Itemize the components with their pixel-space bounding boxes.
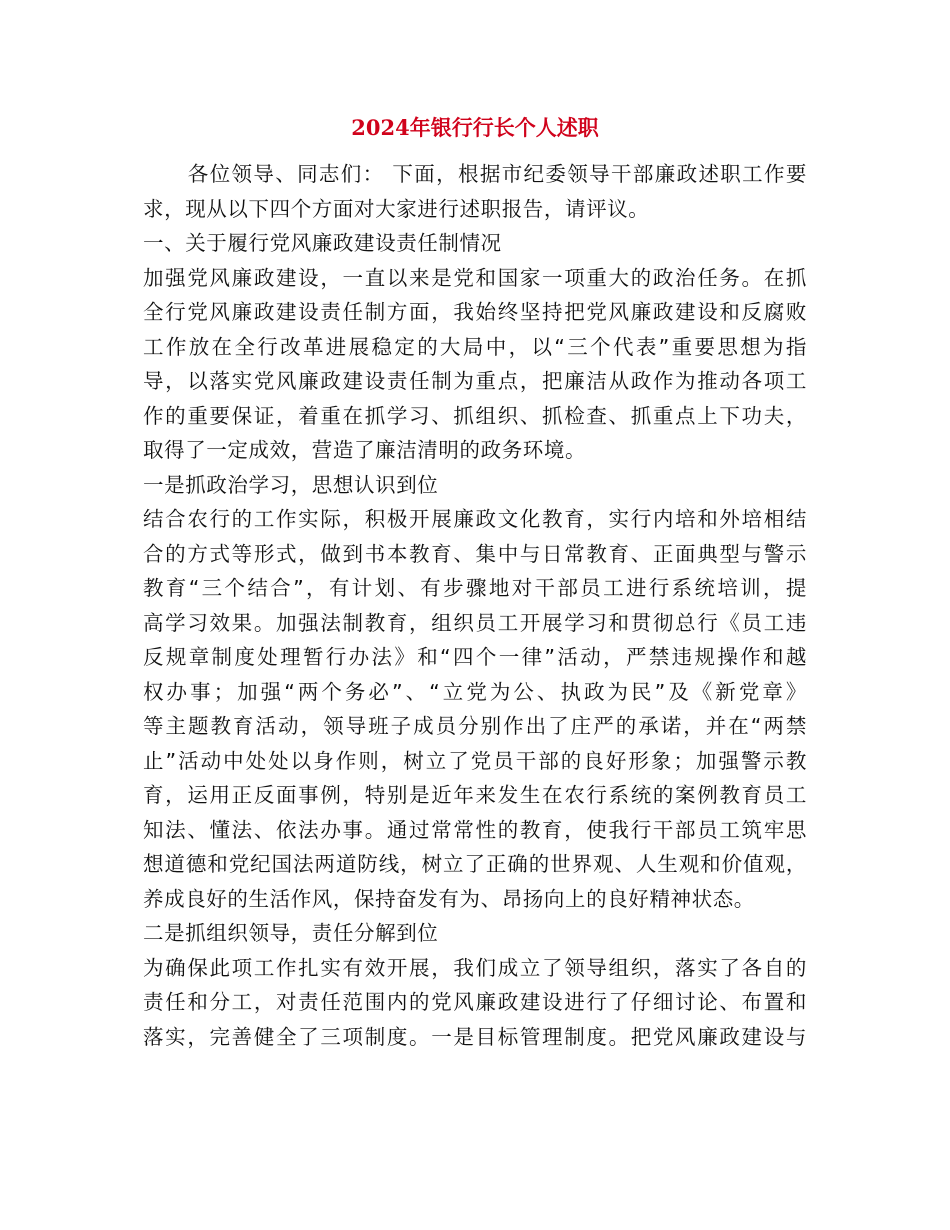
body-line-text: 为确保此项工作扎实有效开展，我们成立了领导组织，落实了各自的 [143, 955, 807, 980]
body-line [143, 226, 807, 261]
body-line [143, 364, 807, 399]
body-line [143, 675, 807, 710]
body-line-text: 取得了一定成效，营造了廉洁清明的政务环境。 [143, 438, 587, 462]
body-line-text: 各位领导、同志们： 下面，根据市纪委领导干部廉政述职工作要 [187, 162, 807, 186]
body-line-text: 权办事；加强“两个务必”、“立党为公、执政为民”及《新党章》 [143, 679, 807, 704]
body-line [143, 330, 807, 365]
body-line [143, 813, 807, 848]
body-line-text: 反规章制度处理暂行办法》和“四个一律”活动，严禁违规操作和越 [143, 645, 807, 669]
body-line-text: 教育“三个结合”，有计划、有步骤地对干部员工进行系统培训，提 [143, 576, 807, 600]
body-line [143, 537, 807, 572]
body-line [143, 261, 807, 296]
body-line-text: 落实，完善健全了三项制度。一是目标管理制度。把党风廉政建设与 [143, 1024, 807, 1049]
body-line [143, 916, 807, 951]
body-line-text: 合的方式等形式，做到书本教育、集中与日常教育、正面典型与警示 [143, 541, 807, 566]
body-line-text: 知法、懂法、依法办事。通过常常性的教育，使我行干部员工筑牢思 [143, 817, 807, 842]
body-line [143, 468, 807, 503]
body-line [143, 847, 807, 882]
body-line [143, 951, 807, 986]
body-line-text: 结合农行的工作实际，积极开展廉政文化教育，实行内培和外培相结 [143, 507, 807, 531]
body-line [143, 1020, 807, 1055]
body-line-text: 育，运用正反面事例，特别是近年来发生在农行系统的案例教育员工 [143, 783, 807, 807]
document-title: 2024年银行行长个人述职 [351, 115, 599, 140]
body-line-text: 求，现从以下四个方面对大家进行述职报告，请评议。 [143, 196, 650, 221]
body-line-text: 想道德和党纪国法两道防线，树立了正确的世界观、人生观和价值观， [143, 852, 807, 876]
body-line [143, 606, 807, 641]
body-line [143, 778, 807, 813]
body-line [143, 744, 807, 779]
body-line-text: 等主题教育活动，领导班子成员分别作出了庄严的承诺，并在“两禁 [143, 714, 807, 738]
body-line-text: 全行党风廉政建设责任制方面，我始终坚持把党风廉政建设和反腐败 [143, 300, 807, 324]
body-line [143, 709, 807, 744]
body-line [143, 502, 807, 537]
document-body [143, 157, 807, 1054]
body-line-text: 止”活动中处处以身作则，树立了党员干部的良好形象；加强警示教 [143, 748, 807, 773]
body-line [143, 157, 807, 192]
body-line [143, 882, 807, 917]
body-line [143, 192, 807, 227]
body-line-text: 高学习效果。加强法制教育，组织员工开展学习和贯彻总行《员工违 [143, 610, 807, 635]
body-line [143, 985, 807, 1020]
body-line-text: 二是抓组织领导，责任分解到位 [143, 921, 439, 945]
body-line-text: 加强党风廉政建设，一直以来是党和国家一项重大的政治任务。在抓 [143, 265, 807, 290]
body-line-text: 养成良好的生活作风，保持奋发有为、昂扬向上的良好精神状态。 [143, 886, 755, 911]
body-line-text: 工作放在全行改革进展稳定的大局中，以“三个代表”重要思想为指 [143, 334, 807, 359]
body-line [143, 433, 807, 468]
body-line [143, 571, 807, 606]
body-line [143, 640, 807, 675]
body-line-text: 责任和分工，对责任范围内的党风廉政建设进行了仔细讨论、布置和 [143, 990, 807, 1014]
body-line-text: 一是抓政治学习，思想认识到位 [143, 472, 439, 497]
body-line [143, 399, 807, 434]
body-line [143, 295, 807, 330]
body-line-text: 导，以落实党风廉政建设责任制为重点，把廉洁从政作为推动各项工 [143, 369, 807, 393]
body-line-text: 一、关于履行党风廉政建设责任制情况 [143, 231, 502, 255]
body-line-text: 作的重要保证，着重在抓学习、抓组织、抓检查、抓重点上下功夫， [143, 403, 807, 428]
